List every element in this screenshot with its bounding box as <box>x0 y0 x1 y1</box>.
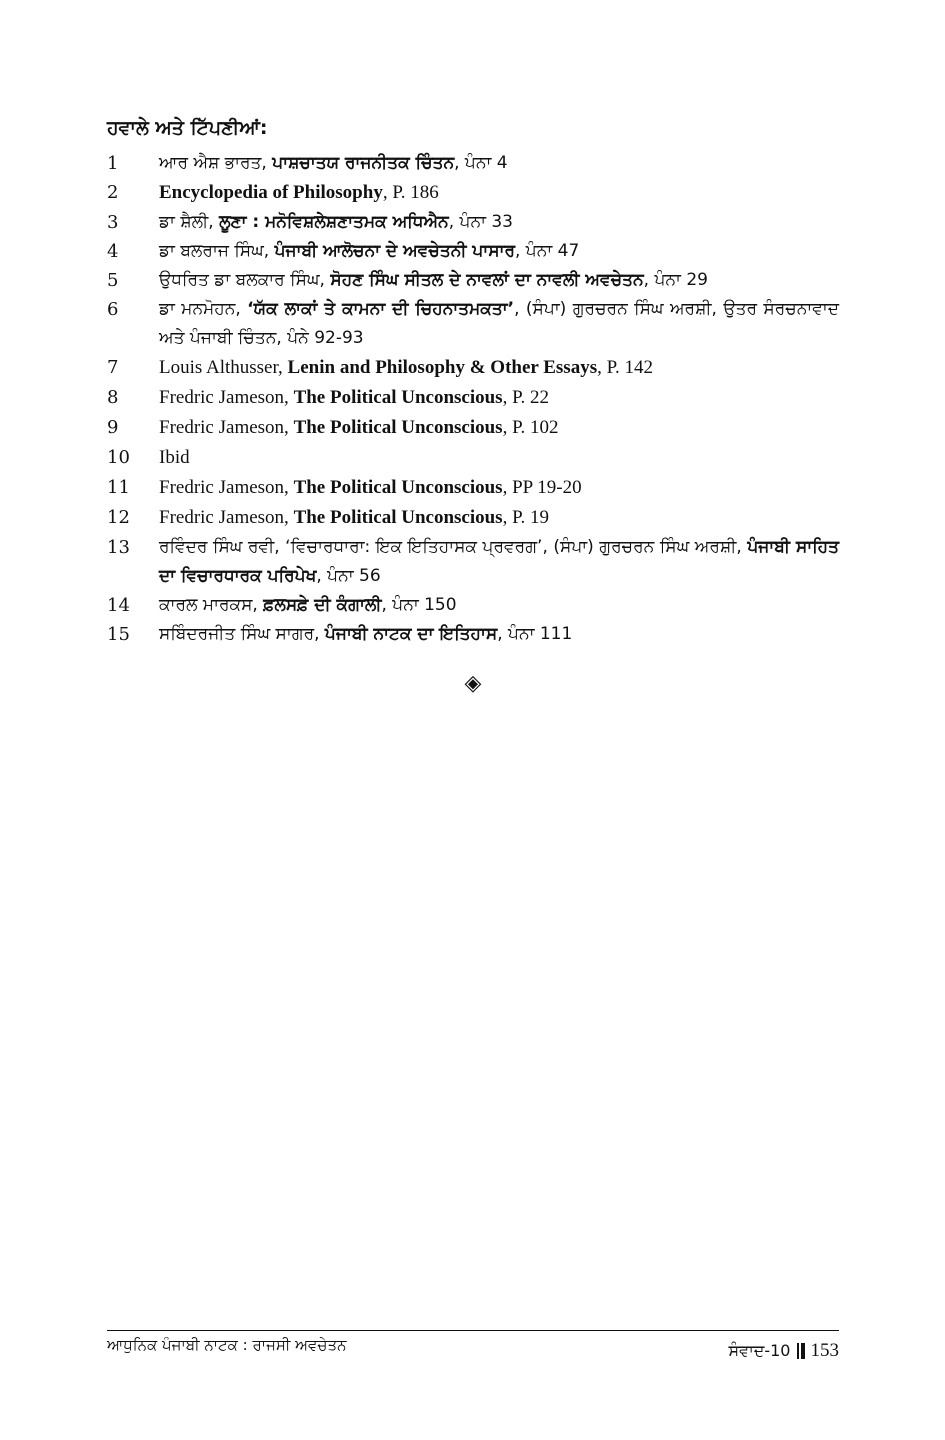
note-segment: , ਪੰਨਾ 150 <box>381 595 457 615</box>
note-title: The Political Unconscious <box>293 387 503 408</box>
note-item <box>107 591 839 620</box>
note-number: 8 <box>107 387 119 408</box>
note-segment: Fredric Jameson, <box>159 417 294 438</box>
note-item <box>107 533 839 591</box>
note-item <box>107 266 839 295</box>
note-segment: , PP 19-20 <box>502 477 582 498</box>
note-text <box>159 383 839 413</box>
note-text <box>159 353 839 383</box>
note-text <box>159 266 839 295</box>
note-title: ਪਾਸ਼ਚਾਤਯ ਰਾਜਨੀਤਕ ਚਿੰਤਨ <box>272 153 455 173</box>
note-segment: , (ਸੰਪਾ) ਗੁਰਚਰਨ ਸਿੰਘ ਅਰਸ਼ੀ, ਉਤਰ ਸੰਰਚਨਾਵਾਦ ਅਤੇ ਪੰਜਾਬੀ ਚਿੰਤਨ, ਪੰਨੇ 92-93 <box>159 299 840 348</box>
note-item <box>107 413 839 443</box>
note-segment: ਰਵਿੰਦਰ ਸਿੰਘ ਰਵੀ, ‘ਵਿਚਾਰਧਾਰਾ: ਇਕ ਇਤਿਹਾਸਕ ਪ੍ਰਵਰਗ’, (ਸੰਪਾ) ਗੁਰਚਰਨ ਸਿੰਘ ਅਰਸ਼ੀ, <box>159 537 748 557</box>
ornament-icon: ◈ <box>464 671 482 696</box>
note-title: The Political Unconscious <box>293 477 503 498</box>
note-number: 7 <box>107 357 119 378</box>
note-segment: ਸਬਿੰਦਰਜੀਤ ਸਿੰਘ ਸਾਗਰ, <box>159 624 325 644</box>
note-number: 14 <box>107 595 130 616</box>
note-segment: Fredric Jameson, <box>159 477 294 498</box>
note-segment: ਕਾਰਲ ਮਾਰਕਸ, <box>159 595 264 615</box>
note-segment: , P. 102 <box>502 417 559 438</box>
note-title: ਪੰਜਾਬੀ ਸਾਹਿਤ ਦਾ ਵਿਚਾਰਧਾਰਕ ਪਰਿਪੇਖ <box>159 537 839 586</box>
note-item <box>107 149 839 178</box>
note-text <box>159 178 839 208</box>
note-segment: , P. 19 <box>502 507 550 528</box>
note-item <box>107 620 839 649</box>
note-item <box>107 295 839 353</box>
note-text <box>159 295 839 353</box>
running-title: ਆਧੁਨਿਕ ਪੰਜਾਬੀ ਨਾਟਕ : ਰਾਜਸੀ ਅਵਚੇਤਨ <box>107 1336 347 1354</box>
note-item <box>107 353 839 383</box>
note-segment: , P. 186 <box>382 182 439 203</box>
note-text <box>159 149 839 178</box>
journal-name: ਸੰਵਾਦ-10 <box>728 1341 791 1360</box>
note-text <box>159 208 839 237</box>
note-title: ਪੰਜਾਬੀ ਆਲੋਚਨਾ ਦੇ ਅਵਚੇਤਨੀ ਪਾਸਾਰ <box>274 241 515 261</box>
note-title: The Political Unconscious <box>293 507 503 528</box>
note-item <box>107 383 839 413</box>
note-title: ਫ਼ਲਸਫ਼ੇ ਦੀ ਕੰਗਾਲੀ <box>263 595 382 615</box>
note-segment: Fredric Jameson, <box>159 507 294 528</box>
note-item <box>107 208 839 237</box>
note-title: The Political Unconscious <box>293 417 503 438</box>
note-text <box>159 620 839 649</box>
note-number: 10 <box>107 447 130 468</box>
note-segment: ਆਰ ਐਸ਼ ਭਾਰਤ, <box>159 153 273 173</box>
notes-heading: ਹਵਾਲੇ ਅਤੇ ਟਿੱਪਣੀਆਂ: <box>107 117 268 139</box>
note-segment: , P. 22 <box>502 387 550 408</box>
note-segment: , ਪੰਨਾ 4 <box>454 153 508 173</box>
note-segment: ਡਾ ਬਲਰਾਜ ਸਿੰਘ, <box>159 241 275 261</box>
note-segment: , ਪੰਨਾ 33 <box>448 212 513 232</box>
note-title: ਪੰਜਾਬੀ ਨਾਟਕ ਦਾ ਇਤਿਹਾਸ <box>324 624 498 644</box>
note-segment: Fredric Jameson, <box>159 387 294 408</box>
note-number: 6 <box>107 299 119 320</box>
note-number: 11 <box>107 477 130 498</box>
note-segment: Ibid <box>159 447 190 468</box>
note-text <box>159 591 839 620</box>
note-segment: , ਪੰਨਾ 111 <box>497 624 573 644</box>
note-segment: , ਪੰਨਾ 56 <box>316 566 381 586</box>
note-number: 1 <box>107 153 119 174</box>
note-segment: , ਪੰਨਾ 47 <box>515 241 580 261</box>
note-title: Encyclopedia of Philosophy <box>159 182 383 203</box>
note-text <box>159 237 839 266</box>
note-title: ਸੋਹਣ ਸਿੰਘ ਸੀਤਲ ਦੇ ਨਾਵਲਾਂ ਦਾ ਨਾਵਲੀ ਅਵਚੇਤਨ <box>330 270 644 290</box>
note-title: ਲੂਣਾ : ਮਨੋਵਿਸ਼ਲੇਸ਼ਣਾਤਮਕ ਅਧਿਐਨ <box>219 212 449 232</box>
note-item <box>107 178 839 208</box>
note-number: 3 <box>107 212 119 233</box>
note-title: ‘ਯੱਕ ਲਾਕਾਂ ਤੇ ਕਾਮਨਾ ਦੀ ਚਿਹਨਾਤਮਕਤਾ’ <box>247 299 515 319</box>
note-number: 12 <box>107 507 130 528</box>
note-segment: Louis Althusser, <box>159 357 288 378</box>
page-number: 153 <box>810 1340 839 1361</box>
note-text <box>159 503 839 533</box>
note-segment: ਡਾ ਮਨਮੋਹਨ, <box>159 299 248 319</box>
note-number: 2 <box>107 182 119 203</box>
note-item <box>107 443 839 473</box>
note-number: 4 <box>107 241 119 262</box>
note-item <box>107 473 839 503</box>
footer-divider <box>107 1330 839 1331</box>
note-text <box>159 413 839 443</box>
note-title: Lenin and Philosophy & Other Essays <box>287 357 598 378</box>
note-number: 5 <box>107 270 119 291</box>
note-segment: ਡਾ ਸ਼ੈਲੀ, <box>159 212 220 232</box>
note-segment: ਉਧਰਿਤ ਡਾ ਬਲਕਾਰ ਸਿੰਘ, <box>159 270 331 290</box>
note-number: 9 <box>107 417 119 438</box>
note-item <box>107 237 839 266</box>
note-number: 13 <box>107 537 130 558</box>
note-number: 15 <box>107 624 130 645</box>
separator-bars-icon <box>797 1343 805 1359</box>
note-segment: , P. 142 <box>597 357 654 378</box>
notes-list <box>107 149 839 649</box>
note-segment: , ਪੰਨਾ 29 <box>643 270 708 290</box>
note-text <box>159 473 839 503</box>
note-text <box>159 443 839 473</box>
note-item <box>107 503 839 533</box>
note-text <box>159 533 839 591</box>
footer-page-info <box>729 1340 839 1362</box>
